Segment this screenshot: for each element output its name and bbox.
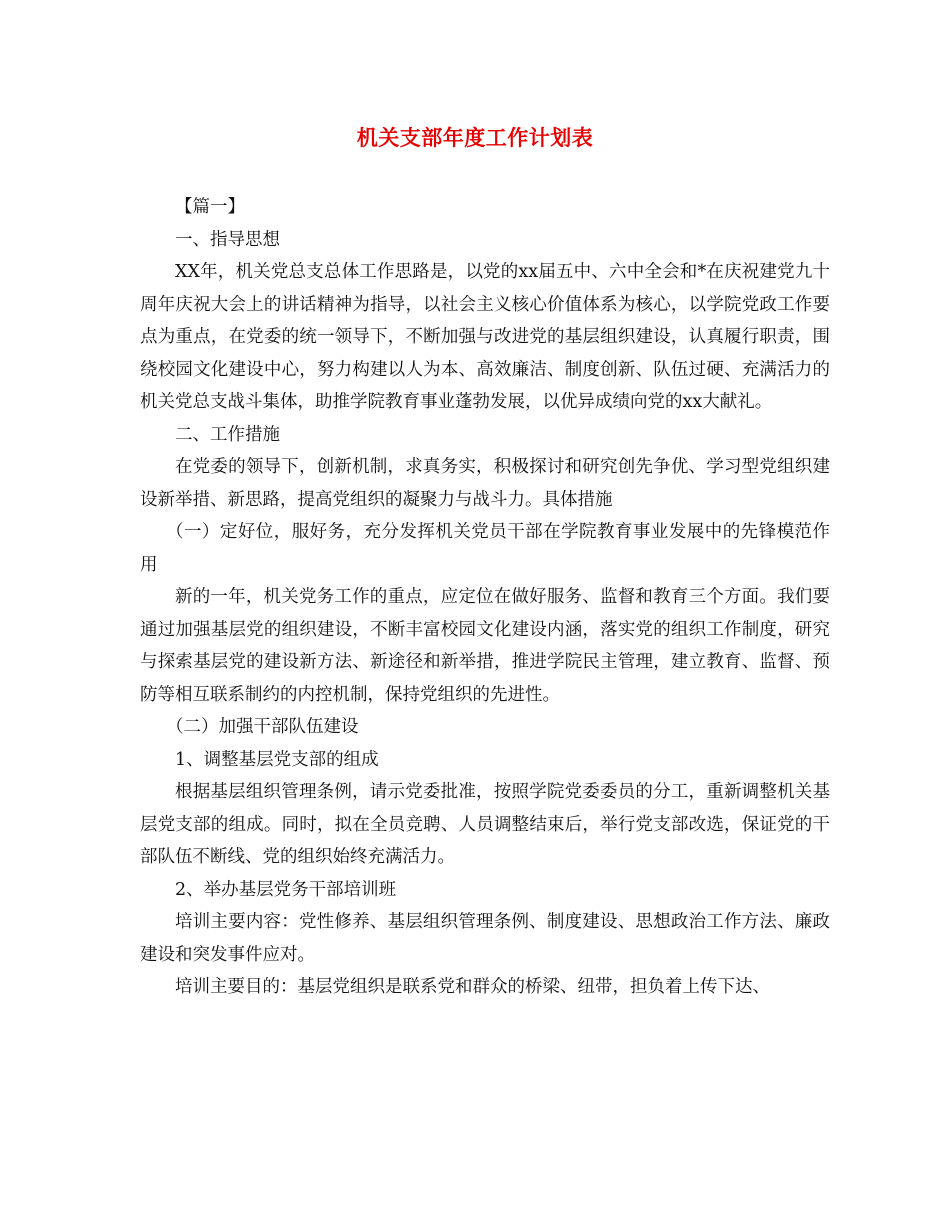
paragraph-work-measures: 在党委的领导下，创新机制，求真务实，积极探讨和研究创先争优、学习型党组织建设新举措、新思路，提高党组织的凝聚力与战斗力。具体措施 [140, 457, 830, 510]
item-adjust-branch: 1、调整基层党支部的组成 [175, 749, 379, 770]
section-label: 【篇一】 [175, 197, 245, 217]
subheading-positioning: （一）定好位，服好务，充分发挥机关党员干部在学院教育事业发展中的先锋模范作用 [140, 522, 830, 575]
document-title: 机关支部年度工作计划表 [356, 125, 594, 150]
document-body [140, 191, 830, 1004]
paragraph-adjust-branch: 根据基层组织管理条例，请示党委批准，按照学院党委委员的分工，重新调整机关基层党支部的组成。同时，拟在全员竞聘、人员调整结束后，举行党支部改选，保证党的干部队伍不断线、党的组织始终充满活力。 [140, 782, 830, 867]
item-training-class: 2、举办基层党务干部培训班 [175, 879, 397, 900]
subheading-cadre-building: （二）加强干部队伍建设 [166, 717, 359, 737]
heading-guiding-ideology: 一、指导思想 [175, 229, 280, 250]
paragraph-guiding-ideology: XX年，机关党总支总体工作思路是，以党的xx届五中、六中全会和*在庆祝建党九十周年庆祝大会上的讲话精神为指导，以社会主义核心价值体系为核心，以学院党政工作要点为重点，在党委的统一领导下，不断加强与改进党的基层组织建设，认真履行职责，围绕校园文化建设中心，努力构建以人为本、高效廉洁、制度创新、队伍过硬、充满活力的机关党总支战斗集体，助推学院教育事业蓬勃发展，以优异成绩向党的xx大献礼。 [140, 262, 830, 412]
paragraph-training-purpose: 培训主要目的：基层党组织是联系党和群众的桥梁、纽带，担负着上传下达、 [175, 977, 770, 997]
paragraph-training-content: 培训主要内容：党性修养、基层组织管理条例、制度建设、思想政治工作方法、廉政建设和突发事件应对。 [140, 912, 830, 965]
paragraph-positioning: 新的一年，机关党务工作的重点，应定位在做好服务、监督和教育三个方面。我们要通过加强基层党的组织建设，不断丰富校园文化建设内涵，落实党的组织工作制度，研究与探索基层党的建设新方法、新途径和新举措，推进学院民主管理，建立教育、监督、预防等相互联系制约的内控机制，保持党组织的先进性。 [140, 587, 830, 705]
heading-work-measures: 二、工作措施 [175, 424, 280, 445]
